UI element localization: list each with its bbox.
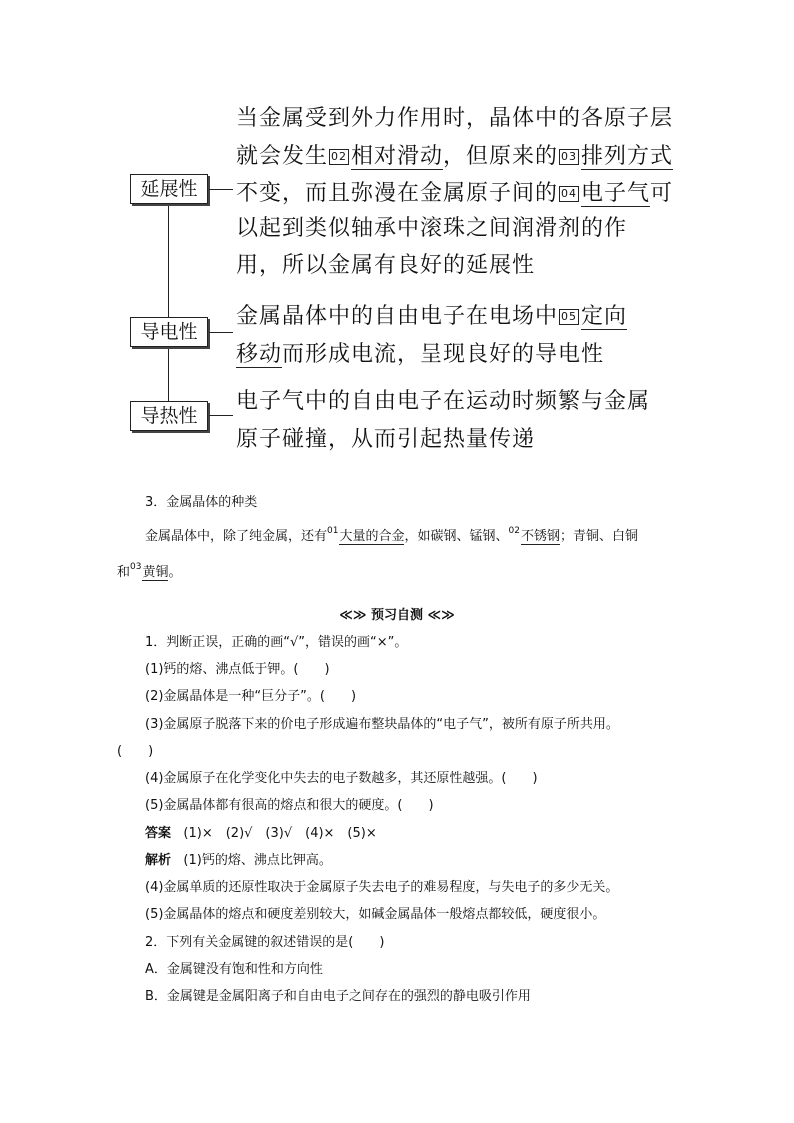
answer-blank: 移动 xyxy=(236,342,283,367)
q1-analysis-line: (4)金属单质的还原性取决于金属原子失去电子的难易程度，与失电子的多少无关。 xyxy=(145,880,619,895)
blank-marker: 02 xyxy=(331,150,348,163)
answer-blank: 相对滑动 xyxy=(351,144,444,169)
ductility-line-1: 当金属受到外力作用时，晶体中的各原子层 xyxy=(236,106,674,131)
connector-dash xyxy=(209,332,233,333)
connector-vertical-line xyxy=(168,202,169,402)
q1-item: ( ) xyxy=(117,744,154,759)
analysis-label: 解析 xyxy=(145,853,172,868)
blank-marker: 01 xyxy=(327,526,339,536)
conductivity-line-2: 移动而形成电流，呈现良好的导电性 xyxy=(236,342,605,367)
ductility-line-4: 以起到类似轴承中滚珠之间润滑剂的作 xyxy=(236,216,628,241)
section-3-title: 3．金属晶体的种类 xyxy=(145,495,258,510)
blank-marker: 05 xyxy=(561,310,578,323)
ductility-line-5: 用，所以金属有良好的延展性 xyxy=(236,253,536,278)
answer-blank: 黄铜 xyxy=(142,565,169,580)
answer-blank: 定向 xyxy=(581,304,628,329)
q1-item: (3)金属原子脱落下来的价电子形成遍布整块晶体的“电子气”，被所有原子所共用。 xyxy=(145,717,619,732)
connector-dash xyxy=(209,189,233,190)
q1-analysis-line: (5)金属晶体的熔点和硬度差别较大，如碱金属晶体一般熔点都较低，硬度很小。 xyxy=(145,907,606,922)
ductility-line-3: 不变，而且弥漫在金属原子间的 04 电子气可 xyxy=(236,181,674,206)
q1-item: (1)钙的熔、沸点低于钾。( ) xyxy=(145,662,330,677)
q2-stem: 2．下列有关金属键的叙述错误的是( ) xyxy=(145,935,385,950)
blank-marker: 03 xyxy=(130,562,142,572)
thermal-line-1: 电子气中的自由电子在运动时频繁与金属 xyxy=(236,389,651,414)
section-3-line-1: 金属晶体中，除了纯金属，还有$^{01}$大量的合金，如碳钢、锰钢、$^{02}$不锈钢；青铜、白铜 xyxy=(145,526,638,544)
q1-stem: 1．判断正误，正确的画“√”，错误的画“×”。 xyxy=(145,635,408,650)
node-thermal: 导热性 xyxy=(130,401,208,431)
q2-option: B．金属键是金属阳离子和自由电子之间存在的强烈的静电吸引作用 xyxy=(145,989,531,1004)
blank-marker: 03 xyxy=(561,150,578,163)
blank-marker: 02 xyxy=(508,526,520,536)
q2-option: A．金属键没有饱和性和方向性 xyxy=(145,962,323,977)
connector-dash xyxy=(209,415,233,416)
q1-item: (4)金属原子在化学变化中失去的电子数越多，其还原性越强。( ) xyxy=(145,771,538,786)
q1-item: (5)金属晶体都有很高的熔点和很大的硬度。( ) xyxy=(145,798,434,813)
blank-marker: 04 xyxy=(561,187,578,200)
self-test-heading: ≪≫ 预习自测 ≪≫ xyxy=(339,608,455,623)
section-3-line-2: 和$^{03}$黄铜。 xyxy=(117,562,182,580)
q1-item: (2)金属晶体是一种“巨分子”。( ) xyxy=(145,689,357,704)
answer-label: 答案 xyxy=(145,826,172,841)
thermal-line-2: 原子碰撞，从而引起热量传递 xyxy=(236,427,536,452)
q1-answer: 答案 (1)× (2)√ (3)√ (4)× (5)× xyxy=(145,826,377,841)
node-ductility: 延展性 xyxy=(130,174,208,204)
answer-blank: 不锈钢 xyxy=(520,529,560,544)
q1-analysis: 解析 (1)钙的熔、沸点比钾高。 xyxy=(145,853,332,868)
answer-blank: 电子气 xyxy=(581,181,651,206)
conductivity-line-1: 金属晶体中的自由电子在电场中 05 定向 xyxy=(236,304,628,329)
ductility-line-2: 就会发生 02 相对滑动，但原来的 03 排列方式 xyxy=(236,144,674,169)
answer-blank: 大量的合金 xyxy=(339,529,405,544)
node-conductivity: 导电性 xyxy=(130,317,208,347)
answer-blank: 排列方式 xyxy=(581,144,674,169)
